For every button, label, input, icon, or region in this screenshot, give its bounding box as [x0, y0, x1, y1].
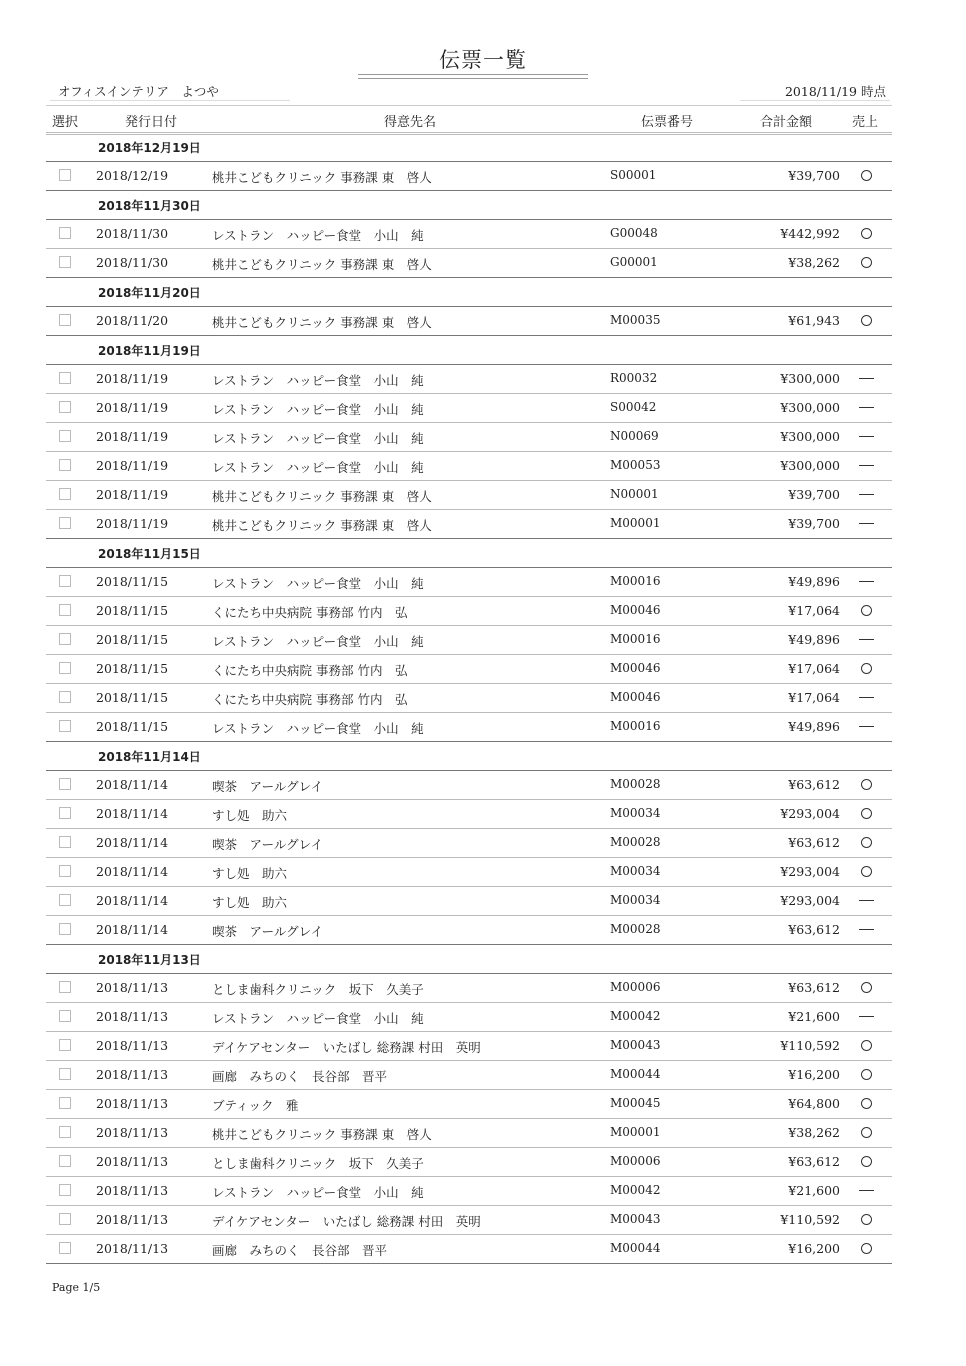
row-customer-name: 喫茶 アールグレイ — [212, 837, 324, 852]
row-issue-date: 2018/11/13 — [96, 1096, 169, 1111]
row-issue-date: 2018/11/13 — [96, 1212, 169, 1227]
header-sold: 売上 — [852, 115, 879, 130]
row-slip-number: G00048 — [610, 226, 658, 240]
row-customer-name: デイケアセンター いたばし 総務課 村田 英明 — [212, 1040, 481, 1055]
row-total-amount: ¥39,700 — [788, 516, 840, 531]
row-total-amount: ¥38,262 — [788, 255, 840, 270]
row-slip-number: M00034 — [610, 806, 661, 820]
sold-circle-icon — [861, 982, 872, 993]
row-total-amount: ¥63,612 — [788, 835, 840, 850]
row-slip-number: M00034 — [610, 864, 661, 878]
select-checkbox[interactable] — [59, 372, 71, 384]
select-checkbox[interactable] — [59, 1068, 71, 1080]
row-slip-number: S00042 — [610, 400, 657, 414]
row-total-amount: ¥16,200 — [788, 1067, 840, 1082]
page-title: 伝票一覧 — [439, 48, 527, 72]
select-checkbox[interactable] — [59, 256, 71, 268]
row-customer-name: 桃井こどもクリニック 事務課 東 啓人 — [212, 257, 432, 272]
select-checkbox[interactable] — [59, 1010, 71, 1022]
row-issue-date: 2018/11/15 — [96, 574, 169, 589]
sold-circle-icon — [861, 1040, 872, 1051]
row-slip-number: M00044 — [610, 1067, 661, 1081]
select-checkbox[interactable] — [59, 1242, 71, 1254]
unsold-dash-icon — [859, 465, 874, 466]
unsold-dash-icon — [859, 929, 874, 930]
slip-table-body — [46, 133, 892, 1264]
select-checkbox[interactable] — [59, 1039, 71, 1051]
row-slip-number: M00028 — [610, 777, 661, 791]
date-group-header — [46, 278, 892, 307]
table-row — [46, 684, 892, 713]
row-customer-name: 画廊 みちのく 長谷部 晋平 — [212, 1069, 388, 1084]
sold-circle-icon — [861, 1156, 872, 1167]
page-number: Page 1/5 — [52, 1281, 101, 1294]
row-slip-number: R00032 — [610, 371, 658, 385]
table-row — [46, 249, 892, 278]
date-group-header — [46, 539, 892, 568]
row-total-amount: ¥17,064 — [788, 690, 840, 705]
unsold-dash-icon — [859, 1016, 874, 1017]
as-of-underline — [740, 100, 890, 101]
select-checkbox[interactable] — [59, 488, 71, 500]
row-issue-date: 2018/11/15 — [96, 661, 169, 676]
row-total-amount: ¥63,612 — [788, 1154, 840, 1169]
table-row — [46, 510, 892, 539]
row-slip-number: M00016 — [610, 719, 661, 733]
table-row — [46, 423, 892, 452]
row-slip-number: M00028 — [610, 835, 661, 849]
select-checkbox[interactable] — [59, 169, 71, 181]
row-total-amount: ¥110,592 — [780, 1038, 840, 1053]
row-issue-date: 2018/11/13 — [96, 1183, 169, 1198]
row-total-amount: ¥300,000 — [780, 458, 840, 473]
table-row — [46, 626, 892, 655]
row-slip-number: M00006 — [610, 1154, 661, 1168]
select-checkbox[interactable] — [59, 981, 71, 993]
select-checkbox[interactable] — [59, 1213, 71, 1225]
row-slip-number: M00043 — [610, 1038, 661, 1052]
sold-circle-icon — [861, 663, 872, 674]
unsold-dash-icon — [859, 581, 874, 582]
row-total-amount: ¥293,004 — [780, 893, 840, 908]
row-slip-number: M00042 — [610, 1183, 661, 1197]
row-customer-name: レストラン ハッピー食堂 小山 純 — [212, 576, 424, 591]
table-row — [46, 916, 892, 945]
date-group-header — [46, 191, 892, 220]
row-slip-number: M00046 — [610, 603, 661, 617]
row-issue-date: 2018/11/14 — [96, 835, 169, 850]
sold-circle-icon — [861, 315, 872, 326]
select-checkbox[interactable] — [59, 633, 71, 645]
row-total-amount: ¥63,612 — [788, 980, 840, 995]
row-customer-name: としま歯科クリニック 坂下 久美子 — [212, 1156, 424, 1171]
sold-circle-icon — [861, 257, 872, 268]
table-row — [46, 307, 892, 336]
row-issue-date: 2018/11/19 — [96, 429, 169, 444]
select-checkbox[interactable] — [59, 778, 71, 790]
row-slip-number: N00001 — [610, 487, 659, 501]
row-slip-number: M00042 — [610, 1009, 661, 1023]
row-issue-date: 2018/11/14 — [96, 864, 169, 879]
table-row — [46, 1206, 892, 1235]
row-total-amount: ¥16,200 — [788, 1241, 840, 1256]
row-slip-number: M00006 — [610, 980, 661, 994]
row-customer-name: くにたち中央病院 事務部 竹内 弘 — [212, 605, 408, 620]
unsold-dash-icon — [859, 639, 874, 640]
sold-circle-icon — [861, 808, 872, 819]
select-checkbox[interactable] — [59, 1184, 71, 1196]
table-row — [46, 481, 892, 510]
row-issue-date: 2018/11/19 — [96, 516, 169, 531]
row-customer-name: レストラン ハッピー食堂 小山 純 — [212, 431, 424, 446]
select-checkbox[interactable] — [59, 401, 71, 413]
row-customer-name: レストラン ハッピー食堂 小山 純 — [212, 373, 424, 388]
row-total-amount: ¥110,592 — [780, 1212, 840, 1227]
as-of-date: 2018/11/19 時点 — [784, 84, 886, 99]
row-total-amount: ¥39,700 — [788, 168, 840, 183]
group-date-label: 2018年11月13日 — [98, 953, 201, 967]
sold-circle-icon — [861, 1214, 872, 1225]
row-issue-date: 2018/11/19 — [96, 487, 169, 502]
unsold-dash-icon — [859, 494, 874, 495]
row-total-amount: ¥17,064 — [788, 661, 840, 676]
group-date-label: 2018年11月20日 — [98, 286, 201, 300]
table-row — [46, 655, 892, 684]
row-customer-name: すし処 助六 — [212, 866, 288, 881]
select-checkbox[interactable] — [59, 923, 71, 935]
row-issue-date: 2018/11/13 — [96, 1009, 169, 1024]
table-row — [46, 452, 892, 481]
select-checkbox[interactable] — [59, 865, 71, 877]
select-checkbox[interactable] — [59, 1155, 71, 1167]
row-issue-date: 2018/11/15 — [96, 719, 169, 734]
select-checkbox[interactable] — [59, 807, 71, 819]
row-total-amount: ¥63,612 — [788, 922, 840, 937]
select-checkbox[interactable] — [59, 314, 71, 326]
table-row — [46, 1148, 892, 1177]
row-customer-name: レストラン ハッピー食堂 小山 純 — [212, 1011, 424, 1026]
table-row — [46, 568, 892, 597]
company-name: オフィスインテリア よつや — [58, 84, 219, 99]
row-slip-number: M00035 — [610, 313, 661, 327]
row-total-amount: ¥39,700 — [788, 487, 840, 502]
row-issue-date: 2018/11/13 — [96, 980, 169, 995]
row-issue-date: 2018/11/19 — [96, 371, 169, 386]
select-checkbox[interactable] — [59, 691, 71, 703]
row-customer-name: 喫茶 アールグレイ — [212, 779, 324, 794]
row-slip-number: M00043 — [610, 1212, 661, 1226]
row-slip-number: M00016 — [610, 574, 661, 588]
row-customer-name: レストラン ハッピー食堂 小山 純 — [212, 460, 424, 475]
table-row — [46, 1235, 892, 1264]
row-issue-date: 2018/11/15 — [96, 603, 169, 618]
group-date-label: 2018年11月15日 — [98, 547, 201, 561]
table-row — [46, 162, 892, 191]
row-issue-date: 2018/11/30 — [96, 255, 169, 270]
row-total-amount: ¥63,612 — [788, 777, 840, 792]
group-date-label: 2018年12月19日 — [98, 141, 201, 155]
select-checkbox[interactable] — [59, 459, 71, 471]
table-row — [46, 1061, 892, 1090]
row-slip-number: M00001 — [610, 1125, 661, 1139]
row-issue-date: 2018/11/13 — [96, 1241, 169, 1256]
header-total-amount: 合計金額 — [760, 115, 813, 130]
row-customer-name: 桃井こどもクリニック 事務課 東 啓人 — [212, 1127, 432, 1142]
select-checkbox[interactable] — [59, 604, 71, 616]
row-customer-name: デイケアセンター いたばし 総務課 村田 英明 — [212, 1214, 481, 1229]
select-checkbox[interactable] — [59, 430, 71, 442]
row-issue-date: 2018/11/14 — [96, 777, 169, 792]
row-total-amount: ¥293,004 — [780, 864, 840, 879]
sold-circle-icon — [861, 170, 872, 181]
row-total-amount: ¥300,000 — [780, 371, 840, 386]
table-row — [46, 829, 892, 858]
row-customer-name: レストラン ハッピー食堂 小山 純 — [212, 402, 424, 417]
row-slip-number: M00053 — [610, 458, 661, 472]
row-slip-number: M00045 — [610, 1096, 661, 1110]
table-row — [46, 597, 892, 626]
row-customer-name: 桃井こどもクリニック 事務課 東 啓人 — [212, 315, 432, 330]
unsold-dash-icon — [859, 900, 874, 901]
date-group-header — [46, 742, 892, 771]
row-customer-name: 喫茶 アールグレイ — [212, 924, 324, 939]
table-row — [46, 974, 892, 1003]
row-issue-date: 2018/11/13 — [96, 1154, 169, 1169]
row-issue-date: 2018/11/30 — [96, 226, 169, 241]
row-customer-name: 桃井こどもクリニック 事務課 東 啓人 — [212, 489, 432, 504]
table-row — [46, 858, 892, 887]
unsold-dash-icon — [859, 378, 874, 379]
row-customer-name: すし処 助六 — [212, 895, 288, 910]
select-checkbox[interactable] — [59, 517, 71, 529]
table-row — [46, 1003, 892, 1032]
table-row — [46, 1090, 892, 1119]
table-row — [46, 1119, 892, 1148]
row-total-amount: ¥49,896 — [788, 574, 840, 589]
row-slip-number: G00001 — [610, 255, 658, 269]
row-issue-date: 2018/11/15 — [96, 690, 169, 705]
table-row — [46, 771, 892, 800]
date-group-header — [46, 133, 892, 162]
table-header — [46, 105, 892, 135]
sold-circle-icon — [861, 779, 872, 790]
sold-circle-icon — [861, 837, 872, 848]
unsold-dash-icon — [859, 697, 874, 698]
row-slip-number: M00046 — [610, 690, 661, 704]
sold-circle-icon — [861, 1127, 872, 1138]
row-issue-date: 2018/11/13 — [96, 1125, 169, 1140]
select-checkbox[interactable] — [59, 720, 71, 732]
unsold-dash-icon — [859, 726, 874, 727]
date-group-header — [46, 336, 892, 365]
row-slip-number: M00044 — [610, 1241, 661, 1255]
table-row — [46, 394, 892, 423]
select-checkbox[interactable] — [59, 227, 71, 239]
select-checkbox[interactable] — [59, 1097, 71, 1109]
header-select: 選択 — [52, 115, 79, 130]
table-row — [46, 1032, 892, 1061]
row-slip-number: M00046 — [610, 661, 661, 675]
group-date-label: 2018年11月19日 — [98, 344, 201, 358]
row-total-amount: ¥49,896 — [788, 719, 840, 734]
row-slip-number: N00069 — [610, 429, 659, 443]
row-customer-name: すし処 助六 — [212, 808, 288, 823]
table-row — [46, 887, 892, 916]
select-checkbox[interactable] — [59, 894, 71, 906]
row-total-amount: ¥442,992 — [780, 226, 840, 241]
row-issue-date: 2018/11/14 — [96, 893, 169, 908]
row-issue-date: 2018/11/13 — [96, 1038, 169, 1053]
sold-circle-icon — [861, 1098, 872, 1109]
table-row — [46, 365, 892, 394]
group-date-label: 2018年11月14日 — [98, 750, 201, 764]
row-customer-name: レストラン ハッピー食堂 小山 純 — [212, 721, 424, 736]
sold-circle-icon — [861, 866, 872, 877]
row-total-amount: ¥300,000 — [780, 429, 840, 444]
row-total-amount: ¥49,896 — [788, 632, 840, 647]
row-total-amount: ¥17,064 — [788, 603, 840, 618]
header-issue-date: 発行日付 — [125, 115, 178, 130]
row-total-amount: ¥21,600 — [788, 1009, 840, 1024]
row-issue-date: 2018/11/19 — [96, 458, 169, 473]
sold-circle-icon — [861, 605, 872, 616]
unsold-dash-icon — [859, 523, 874, 524]
row-slip-number: M00001 — [610, 516, 661, 530]
row-total-amount: ¥61,943 — [788, 313, 840, 328]
row-issue-date: 2018/11/14 — [96, 922, 169, 937]
row-slip-number: M00034 — [610, 893, 661, 907]
row-total-amount: ¥38,262 — [788, 1125, 840, 1140]
group-date-label: 2018年11月30日 — [98, 199, 201, 213]
row-customer-name: 桃井こどもクリニック 事務課 東 啓人 — [212, 518, 432, 533]
sold-circle-icon — [861, 1069, 872, 1080]
table-row — [46, 713, 892, 742]
row-total-amount: ¥21,600 — [788, 1183, 840, 1198]
row-issue-date: 2018/11/20 — [96, 313, 169, 328]
row-customer-name: 画廊 みちのく 長谷部 晋平 — [212, 1243, 388, 1258]
header-customer: 得意先名 — [384, 115, 437, 130]
select-checkbox[interactable] — [59, 1126, 71, 1138]
row-slip-number: M00028 — [610, 922, 661, 936]
row-customer-name: ブティック 雅 — [212, 1098, 299, 1113]
company-underline — [50, 100, 290, 101]
date-group-header — [46, 945, 892, 974]
row-customer-name: レストラン ハッピー食堂 小山 純 — [212, 1185, 424, 1200]
header-slip-number: 伝票番号 — [641, 115, 694, 130]
row-issue-date: 2018/11/19 — [96, 400, 169, 415]
table-row — [46, 800, 892, 829]
row-total-amount: ¥293,004 — [780, 806, 840, 821]
row-customer-name: レストラン ハッピー食堂 小山 純 — [212, 634, 424, 649]
unsold-dash-icon — [859, 436, 874, 437]
row-customer-name: くにたち中央病院 事務部 竹内 弘 — [212, 692, 408, 707]
select-checkbox[interactable] — [59, 662, 71, 674]
unsold-dash-icon — [859, 1190, 874, 1191]
sold-circle-icon — [861, 1243, 872, 1254]
title-underline — [358, 74, 588, 79]
row-issue-date: 2018/12/19 — [96, 168, 169, 183]
row-slip-number: M00016 — [610, 632, 661, 646]
row-slip-number: S00001 — [610, 168, 657, 182]
table-row — [46, 220, 892, 249]
row-customer-name: レストラン ハッピー食堂 小山 純 — [212, 228, 424, 243]
sold-circle-icon — [861, 228, 872, 239]
row-customer-name: くにたち中央病院 事務部 竹内 弘 — [212, 663, 408, 678]
unsold-dash-icon — [859, 407, 874, 408]
row-issue-date: 2018/11/14 — [96, 806, 169, 821]
row-total-amount: ¥64,800 — [788, 1096, 840, 1111]
row-issue-date: 2018/11/13 — [96, 1067, 169, 1082]
row-total-amount: ¥300,000 — [780, 400, 840, 415]
row-issue-date: 2018/11/15 — [96, 632, 169, 647]
row-customer-name: としま歯科クリニック 坂下 久美子 — [212, 982, 424, 997]
table-row — [46, 1177, 892, 1206]
select-checkbox[interactable] — [59, 575, 71, 587]
select-checkbox[interactable] — [59, 836, 71, 848]
row-customer-name: 桃井こどもクリニック 事務課 東 啓人 — [212, 170, 432, 185]
